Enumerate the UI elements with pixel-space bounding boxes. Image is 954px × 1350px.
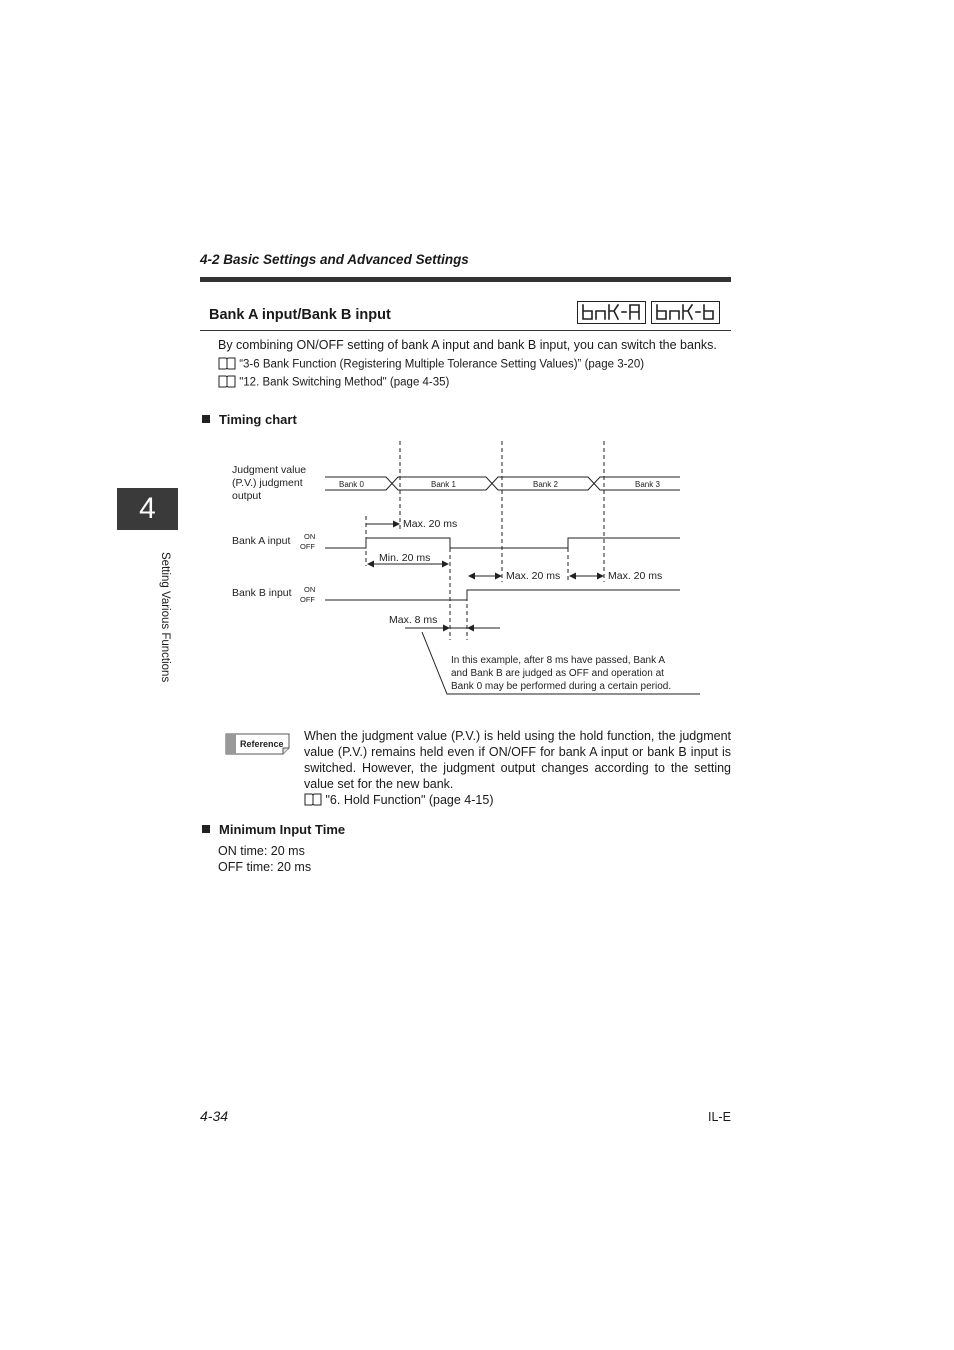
annotation-max20-c: Max. 20 ms (608, 570, 663, 582)
bank-3-label: Bank 3 (635, 480, 660, 489)
label-bank-a: Bank A input (232, 535, 291, 547)
label-bank-b-off: OFF (300, 595, 315, 604)
label-judgment-line3: output (232, 490, 262, 502)
annotation-max8: Max. 8 ms (389, 614, 438, 626)
on-time-text: ON time: 20 ms (218, 844, 305, 858)
reference-tag-label: Reference (240, 739, 284, 749)
label-bank-b: Bank B input (232, 587, 292, 599)
annotation-min20: Min. 20 ms (379, 552, 431, 564)
bank-0-label: Bank 0 (339, 480, 364, 489)
page-number: 4-34 (200, 1108, 229, 1124)
note-line-3: Bank 0 may be performed during a certain period. (451, 681, 672, 692)
intro-text: By combining ON/OFF setting of bank A input and bank B input, you can switch the banks. (218, 338, 717, 352)
reference-text: “3-6 Bank Function (Registering Multiple Tolerance Setting Values)” (page 3-20) (239, 358, 645, 371)
chapter-tab: 4 (117, 488, 178, 530)
label-bank-a-on: ON (304, 532, 316, 541)
reference-link-hold-function[interactable] (304, 792, 493, 809)
annotation-max20-b: Max. 20 ms (506, 570, 561, 582)
timing-chart-heading: Timing chart (202, 412, 297, 427)
annotation-max20-a: Max. 20 ms (403, 518, 458, 530)
note-line-1: In this example, after 8 ms have passed, Bank A (451, 655, 666, 666)
chapter-side-label: Setting Various Functions (159, 552, 171, 683)
page-title: Bank A input/Bank B input (209, 307, 391, 323)
label-bank-a-off: OFF (300, 542, 315, 551)
note-line-2: and Bank B are judged as OFF and operation at (451, 668, 664, 679)
reference-text: "6. Hold Function" (page 4-15) (325, 792, 494, 807)
document-code: IL-E (708, 1110, 731, 1124)
label-bank-b-on: ON (304, 585, 316, 594)
label-judgment-line2: (P.V.) judgment (232, 477, 303, 489)
bank-1-label: Bank 1 (431, 480, 456, 489)
bullet-square-icon (202, 825, 210, 833)
label-judgment-line1: Judgment value (232, 464, 307, 476)
reference-paragraph: When the judgment value (P.V.) is held using the hold function, the judgment value (P.V.) remains held even if ON/OFF for bank A input or bank B input is switched. However, the judgment output changes according to the setting value set for the new bank. (304, 729, 731, 791)
off-time-text: OFF time: 20 ms (218, 860, 312, 874)
reference-text: "12. Bank Switching Method" (page 4-35) (239, 376, 450, 389)
book-icon (304, 792, 322, 809)
reference-tag-icon (225, 733, 291, 755)
section-header: 4-2 Basic Settings and Advanced Settings (200, 252, 469, 267)
bank-b-waveform (325, 590, 680, 600)
reference-tag (225, 733, 291, 760)
min-input-time-heading: Minimum Input Time (202, 822, 345, 837)
bank-2-label: Bank 2 (533, 480, 558, 489)
